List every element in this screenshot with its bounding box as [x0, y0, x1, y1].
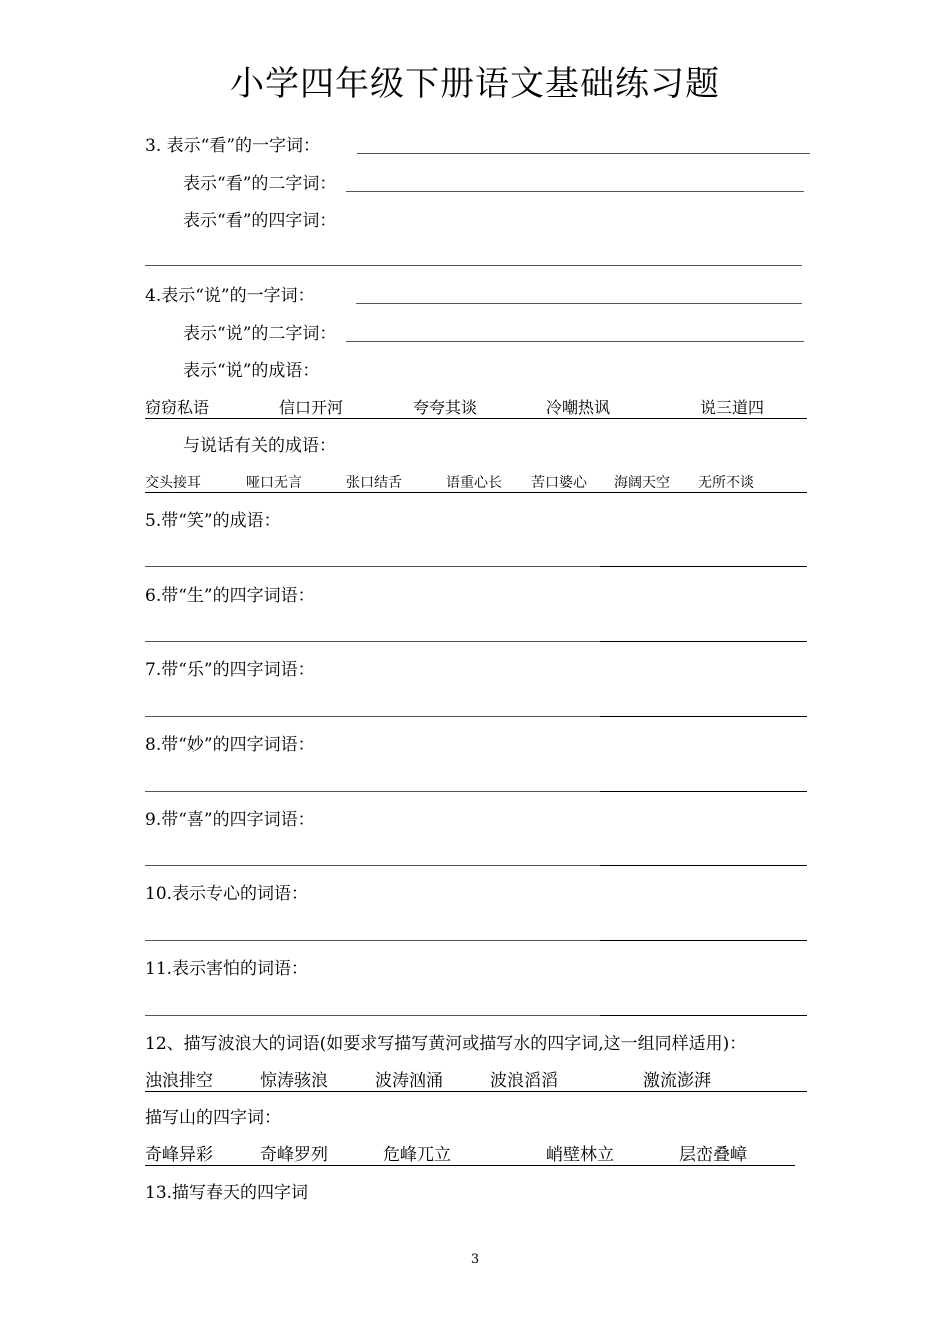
- q3-answer-line2[interactable]: [346, 191, 804, 192]
- q5-answer-line[interactable]: [600, 566, 807, 567]
- q4-idioms-row: [0, 398, 950, 418]
- wave-word: 激流澎湃: [643, 1071, 711, 1091]
- q4-answer-line1[interactable]: [356, 303, 802, 304]
- q7-answer-thin: [145, 716, 600, 717]
- q6-label: 6.带“生”的四字词语：: [145, 586, 315, 606]
- q10-answer-line[interactable]: [600, 940, 807, 941]
- q4-line2: 表示“说”的二字词：: [183, 324, 337, 344]
- idiom: 苦口婆心: [531, 475, 587, 491]
- mountain-word: 奇峰罗列: [260, 1145, 328, 1165]
- q4-line4: 与说话有关的成语：: [183, 436, 336, 456]
- mountain-word: 奇峰异彩: [145, 1145, 213, 1165]
- q4-line3: 表示“说”的成语：: [183, 361, 320, 381]
- q12-line1: 12、描写波浪大的词语(如要求写描写黄河或描写水的四字词,这一组同样适用)：: [145, 1034, 747, 1054]
- q7-answer-line[interactable]: [600, 716, 807, 717]
- idiom: 信口开河: [279, 398, 344, 417]
- q13-label: 13.描写春天的四字词: [145, 1183, 309, 1203]
- q5-label: 5.带“笑”的成语：: [145, 511, 281, 531]
- q9-answer-line[interactable]: [600, 865, 807, 866]
- q11-label: 11.表示害怕的词语：: [145, 959, 309, 979]
- wave-word: 惊涛骇浪: [260, 1071, 328, 1091]
- q7-label: 7.带“乐”的四字词语：: [145, 660, 315, 680]
- page-title: 小学四年级下册语文基础练习题: [230, 64, 720, 104]
- idiom: 无所不谈: [698, 475, 754, 491]
- idiom: 交头接耳: [145, 475, 201, 491]
- q9-answer-thin: [145, 865, 600, 866]
- q6-answer-line[interactable]: [600, 641, 807, 642]
- wave-word: 波浪滔滔: [490, 1071, 558, 1091]
- q4-answer-line2[interactable]: [346, 341, 804, 342]
- q3-line2: 表示“看”的二字词：: [183, 174, 337, 194]
- q11-answer-thin: [145, 1015, 600, 1016]
- q8-answer-line[interactable]: [600, 791, 807, 792]
- q4-line1: 4.表示“说”的一字词：: [145, 286, 315, 306]
- q4-talk-idioms-underline: [145, 492, 807, 493]
- idiom: 语重心长: [446, 475, 502, 491]
- wave-word: 波涛汹涌: [375, 1071, 443, 1091]
- wave-word: 浊浪排空: [145, 1071, 213, 1091]
- idiom: 冷嘲热讽: [546, 398, 611, 417]
- page-number: 3: [470, 1252, 480, 1267]
- q5-answer-thin: [145, 566, 600, 567]
- idiom: 说三道四: [700, 398, 765, 417]
- idiom: 哑口无言: [246, 475, 302, 491]
- mountain-word: 峭壁林立: [546, 1145, 614, 1165]
- q8-answer-thin: [145, 791, 600, 792]
- q11-answer-line[interactable]: [600, 1015, 807, 1016]
- q6-answer-thin: [145, 641, 600, 642]
- q12-wave-underline: [145, 1091, 807, 1092]
- q3-line1: 3. 表示“看”的一字词：: [145, 136, 321, 156]
- q3-answer-line3[interactable]: [145, 265, 802, 266]
- q12-mountain-underline: [145, 1165, 795, 1166]
- q12-wave-words-row: [0, 1071, 950, 1091]
- q3-answer-line1[interactable]: [357, 153, 810, 154]
- idiom: 夸夸其谈: [413, 398, 478, 417]
- q10-answer-thin: [145, 940, 600, 941]
- q12-mountain-words-row: [0, 1145, 950, 1165]
- q4-talk-idioms-row: [0, 474, 950, 492]
- q4-idioms-underline: [145, 418, 807, 419]
- idiom: 窃窃私语: [145, 398, 210, 417]
- q3-line3: 表示“看”的四字词：: [183, 211, 337, 231]
- q10-label: 10.表示专心的词语：: [145, 884, 309, 904]
- idiom: 张口结舌: [346, 475, 402, 491]
- q8-label: 8.带“妙”的四字词语：: [145, 735, 315, 755]
- mountain-word: 危峰兀立: [383, 1145, 451, 1165]
- mountain-word: 层峦叠嶂: [679, 1145, 747, 1165]
- q12-line2: 描写山的四字词：: [145, 1108, 281, 1128]
- q9-label: 9.带“喜”的四字词语：: [145, 810, 315, 830]
- idiom: 海阔天空: [614, 475, 670, 491]
